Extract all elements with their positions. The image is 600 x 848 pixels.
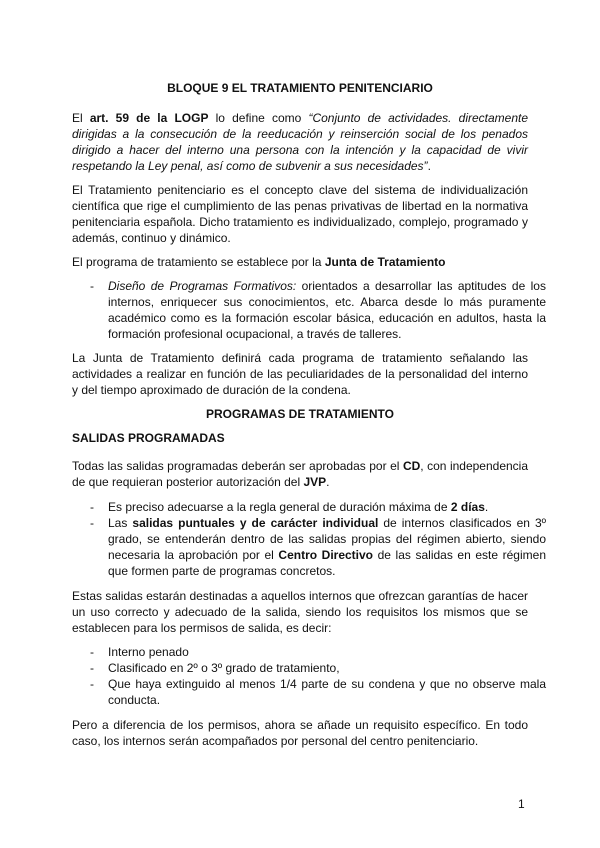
paragraph-tratamiento: El Tratamiento penitenciario es el concepto clave del sistema de individualización científica que rige el cumplimiento de las penas privativas de libertad en la normativa penitenciaria española. Dicho tratamiento es individualizado, complejo, programado y además, continuo y dinámico. [72, 183, 528, 245]
text: orientados a desarrollar las aptitudes de los internos, enriquecer sus conocimientos, etc. Abarca desde lo más puramente académico como es la formación escolar básica, educación en adultos, hasta la formación profesional ocupacional, a través de talleres. [108, 279, 546, 341]
bullet-dash: - [90, 500, 94, 514]
text: de las salidas en este régimen que formen parte de programas concretos. [108, 548, 546, 578]
text: Todas las salidas programadas deberán ser aprobadas por el [72, 459, 403, 473]
text: . [484, 500, 489, 514]
paragraph-salidas [72, 458, 528, 490]
page-number: 1 [518, 797, 525, 811]
paragraph-junta [72, 254, 528, 270]
list-item [90, 660, 546, 676]
italic-text: Diseño de Programas Formativos: [108, 279, 297, 293]
bold-text: salidas puntuales y de carácter individual [132, 516, 379, 530]
list-item [90, 644, 546, 660]
paragraph-destinadas: Estas salidas estarán destinadas a aquellos internos que ofrezcan garantías de hacer un uso correcto y adecuado de la salida, siendo los requisitos los mismos que se establecen para los permisos de salida, es decir: [72, 589, 528, 635]
paragraph-definira: La Junta de Tratamiento definirá cada programa de tratamiento señalando las actividades a realizar en función de las peculiaridades de la personalidad del interno y del tiempo aproximado de duración de la condena. [72, 351, 528, 397]
list-item [90, 499, 546, 515]
list-item [90, 515, 546, 579]
text: Que haya extinguido al menos 1/4 parte de su condena y que no observe mala conducta. [108, 677, 546, 707]
subsection-heading: SALIDAS PROGRAMADAS [72, 431, 225, 445]
section-heading: PROGRAMAS DE TRATAMIENTO [206, 407, 394, 421]
list-item [90, 676, 546, 708]
bold-text: Junta de Tratamiento [324, 255, 446, 269]
bullet-dash: - [90, 516, 94, 530]
bullet-dash: - [90, 279, 94, 293]
paragraph-art59 [72, 110, 528, 174]
bullet-dash: - [90, 661, 94, 675]
bold-text: Centro Directivo [278, 548, 374, 562]
bold-text: CD [402, 459, 421, 473]
quote-text: “Conjunto de actividades. directamente dirigidas a la consecución de la reeducación y reinserción social de los penados dirigido a hacer del interno una persona con la intención y la capacidad de vivir respetando la Ley penal, así como de subvenir a sus necesidades” [72, 111, 529, 173]
text: Clasificado en 2º o 3º grado de tratamiento, [108, 661, 340, 675]
bullet-dash: - [90, 645, 94, 659]
text: . [326, 475, 330, 489]
text: Es preciso adecuarse a la regla general de duración máxima de [108, 500, 451, 514]
bold-text: JVP [303, 475, 327, 489]
paragraph-diferencia: Pero a diferencia de los permisos, ahora se añade un requisito específico. En todo caso, los internos serán acompañados por personal del centro penitenciario. [72, 718, 528, 748]
text: , con independencia de que requieran posterior autorización del [72, 459, 529, 489]
list-item [90, 278, 546, 342]
text: Las [108, 516, 133, 530]
text: de internos clasificados en 3º grado, se entenderán dentro de las salidas propias del régimen abierto, siendo necesaria la aprobación por el [108, 516, 547, 562]
text: . [427, 159, 431, 173]
bullet-dash: - [90, 677, 94, 691]
page-title: BLOQUE 9 EL TRATAMIENTO PENITENCIARIO [167, 81, 433, 95]
text: lo define como [208, 111, 309, 125]
text: El programa de tratamiento se establece por la [72, 255, 325, 269]
text: Interno penado [108, 645, 189, 659]
bold-text: art. 59 de la LOGP [89, 111, 209, 125]
text: El [72, 111, 90, 125]
bold-text: 2 días [450, 500, 485, 514]
